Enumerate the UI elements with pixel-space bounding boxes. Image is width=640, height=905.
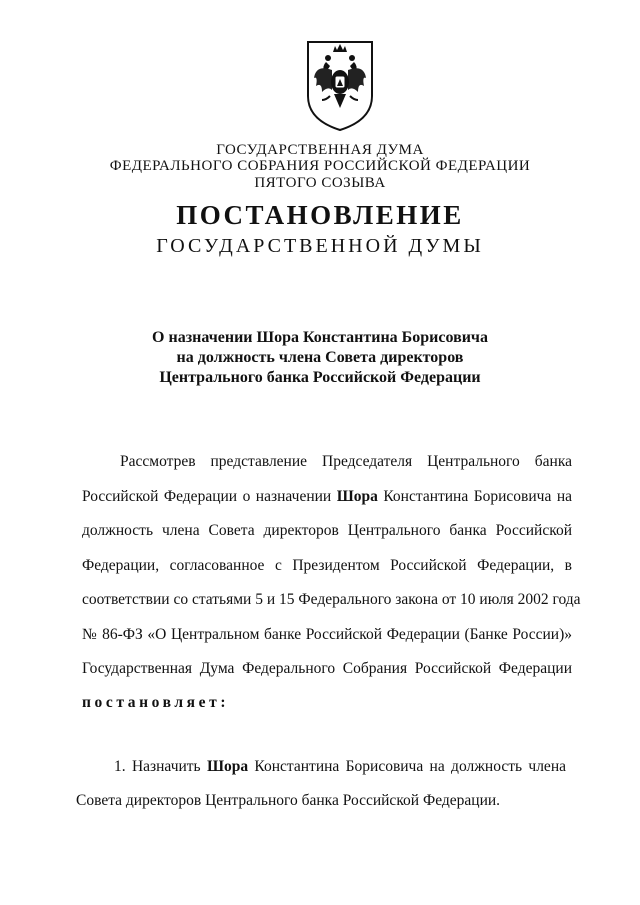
body-line-7: Государственная Дума Федерального Собрания Российской Федерации xyxy=(82,660,572,677)
body-line-1: Рассмотрев представление Председателя Центрального банка xyxy=(120,453,572,470)
body-line-5: соответствии со статьями 5 и 15 Федерального закона от 10 июля 2002 года xyxy=(82,591,581,608)
item-1-line-2: Совета директоров Центрального банка Российской Федерации. xyxy=(76,792,501,809)
document-title: ПОСТАНОВЛЕНИЕ xyxy=(176,200,464,230)
body-line-6: № 86-ФЗ «О Центральном банке Российской Федерации (Банке России)» xyxy=(82,626,572,643)
subject-line-2: на должность члена Совета директоров xyxy=(176,349,464,366)
header-line-3: ПЯТОГО СОЗЫВА xyxy=(254,175,386,191)
body-line-2: Российской Федерации о назначении Шора Константина Борисовича на xyxy=(82,488,573,505)
body-line-3: должность члена Совета директоров Центрального банка Российской xyxy=(82,522,572,539)
item-1-line-1: 1. Назначить Шора Константина Борисовича на должность члена xyxy=(114,758,566,775)
resolves-word: постановляет: xyxy=(82,694,230,711)
header-line-2: ФЕДЕРАЛЬНОГО СОБРАНИЯ РОССИЙСКОЙ ФЕДЕРАЦИИ xyxy=(109,158,531,174)
subject-line-3: Центрального банка Российской Федерации xyxy=(159,369,481,386)
state-emblem-icon xyxy=(302,38,378,134)
header-line-1: ГОСУДАРСТВЕННАЯ ДУМА xyxy=(216,142,424,158)
document-subtitle: ГОСУДАРСТВЕННОЙ ДУМЫ xyxy=(156,235,484,257)
body-line-4: Федерации, согласованное с Президентом Российской Федерации, в xyxy=(82,557,572,574)
subject-line-1: О назначении Шора Константина Борисовича xyxy=(152,329,488,346)
